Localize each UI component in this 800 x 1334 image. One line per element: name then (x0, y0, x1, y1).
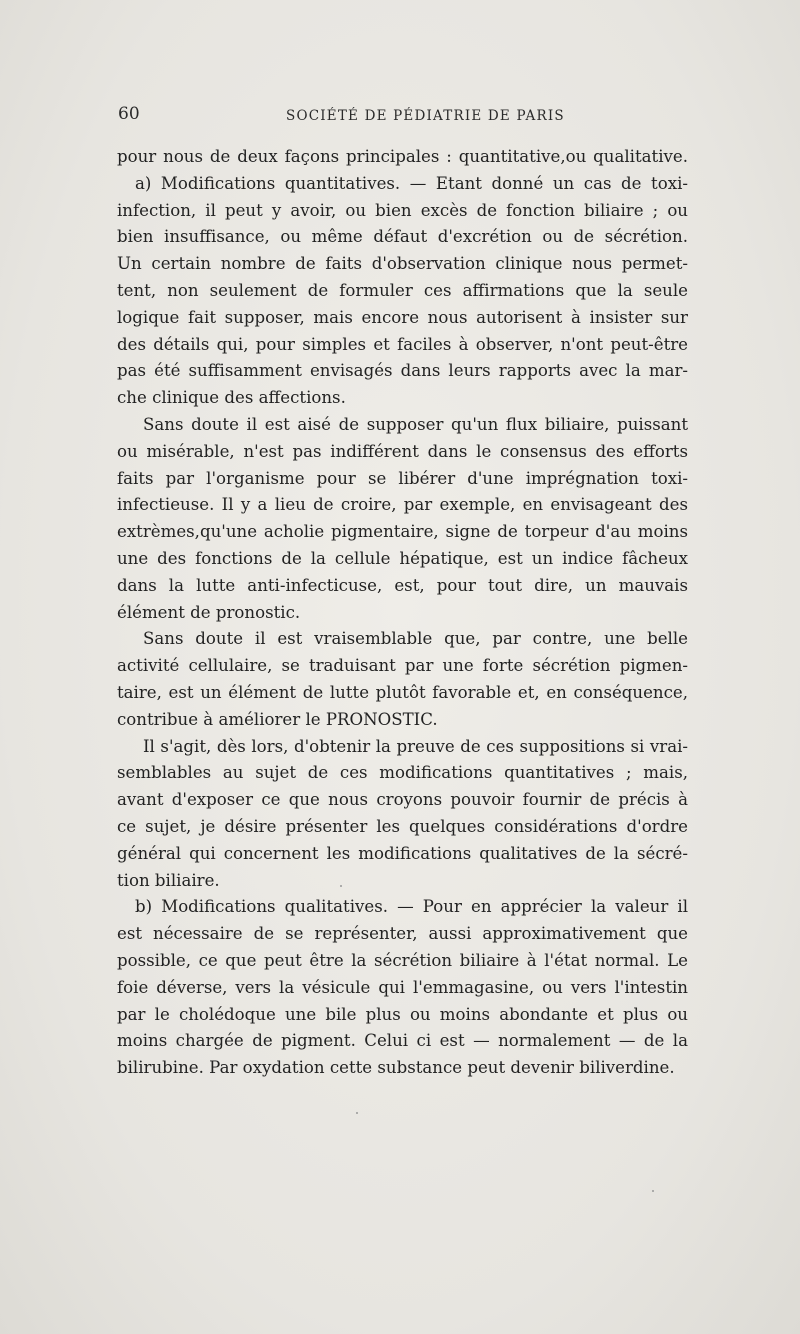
text-line: possible, ce que peut être la sécrétion biliaire à l'état normal. Le (117, 950, 688, 970)
text-line: général qui concernent les modifications qualitatives de la sécré- (117, 843, 688, 863)
text-line: Sans doute il est vraisemblable que, par contre, une belle (143, 629, 688, 649)
text-line: ou misérable, n'est pas indifférent dans le consensus des efforts (117, 441, 688, 461)
paper-speck (652, 1190, 654, 1192)
text-line: tion biliaire. (117, 870, 220, 890)
text-line: par le cholédoque une bile plus ou moins abondante et plus ou (117, 1004, 688, 1024)
body-text (117, 144, 688, 1082)
text-line: infection, il peut y avoir, ou bien excès de fonction biliaire ; ou (117, 200, 688, 220)
text-line: che clinique des affections. (117, 388, 346, 408)
paper-speck (340, 885, 342, 887)
text-line: une des fonctions de la cellule hépatique, est un indice fâcheux (117, 548, 688, 568)
text-line: moins chargée de pigment. Celui ci est — normalement — de la (117, 1031, 688, 1051)
text-line: foie déverse, vers la vésicule qui l'emmagasine, ou vers l'intestin (117, 977, 688, 997)
text-line: bilirubine. Par oxydation cette substance peut devenir biliverdine. (117, 1058, 675, 1078)
text-line: ce sujet, je désire présenter les quelques considérations d'ordre (117, 816, 688, 836)
text-line: contribue à améliorer le PRONOSTIC. (117, 709, 438, 729)
text-line: Un certain nombre de faits d'observation clinique nous permet- (117, 254, 688, 274)
text-line: semblables au sujet de ces modifications quantitatives ; mais, (117, 763, 688, 783)
text-line: élément de pronostic. (117, 602, 301, 622)
page-number: 60 (118, 104, 140, 124)
text-line: tent, non seulement de formuler ces affirmations que la seule (117, 280, 688, 300)
text-line: faits par l'organisme pour se libérer d'une imprégnation toxi- (117, 468, 688, 488)
text-line: pas été suffisamment envisagés dans leurs rapports avec la mar- (117, 361, 688, 381)
text-line: taire, est un élément de lutte plutôt favorable et, en conséquence, (117, 682, 688, 702)
text-line: est nécessaire de se représenter, aussi approximativement que (117, 924, 688, 944)
text-line: dans la lutte anti-infecticuse, est, pour tout dire, un mauvais (117, 575, 688, 595)
page-header (118, 100, 688, 130)
text-line: des détails qui, pour simples et faciles à observer, n'ont peut-être (117, 334, 688, 354)
text-line: extrèmes,qu'une acholie pigmentaire, signe de torpeur d'au moins (117, 522, 688, 542)
text-line: Il s'agit, dès lors, d'obtenir la preuve de ces suppositions si vrai- (143, 736, 688, 756)
text-line: a) Modifications quantitatives. — Etant donné un cas de toxi- (135, 173, 688, 193)
running-title: SOCIÉTÉ DE PÉDIATRIE DE PARIS (286, 108, 565, 124)
text-line: infectieuse. Il y a lieu de croire, par exemple, en envisageant des (117, 495, 688, 515)
text-line: b) Modifications qualitatives. — Pour en apprécier la valeur il (135, 897, 688, 917)
text-line: pour nous de deux façons principales : quantitative,ou qualitative. (117, 147, 688, 166)
text-line: bien insuffisance, ou même défaut d'excrétion ou de sécrétion. (117, 227, 688, 247)
paper-speck (356, 1112, 358, 1114)
text-line: Sans doute il est aisé de supposer qu'un flux biliaire, puissant (143, 414, 688, 434)
text-line: avant d'exposer ce que nous croyons pouvoir fournir de précis à (117, 790, 688, 810)
text-line: logique fait supposer, mais encore nous autorisent à insister sur (117, 307, 688, 327)
text-line: activité cellulaire, se traduisant par une forte sécrétion pigmen- (117, 656, 688, 676)
